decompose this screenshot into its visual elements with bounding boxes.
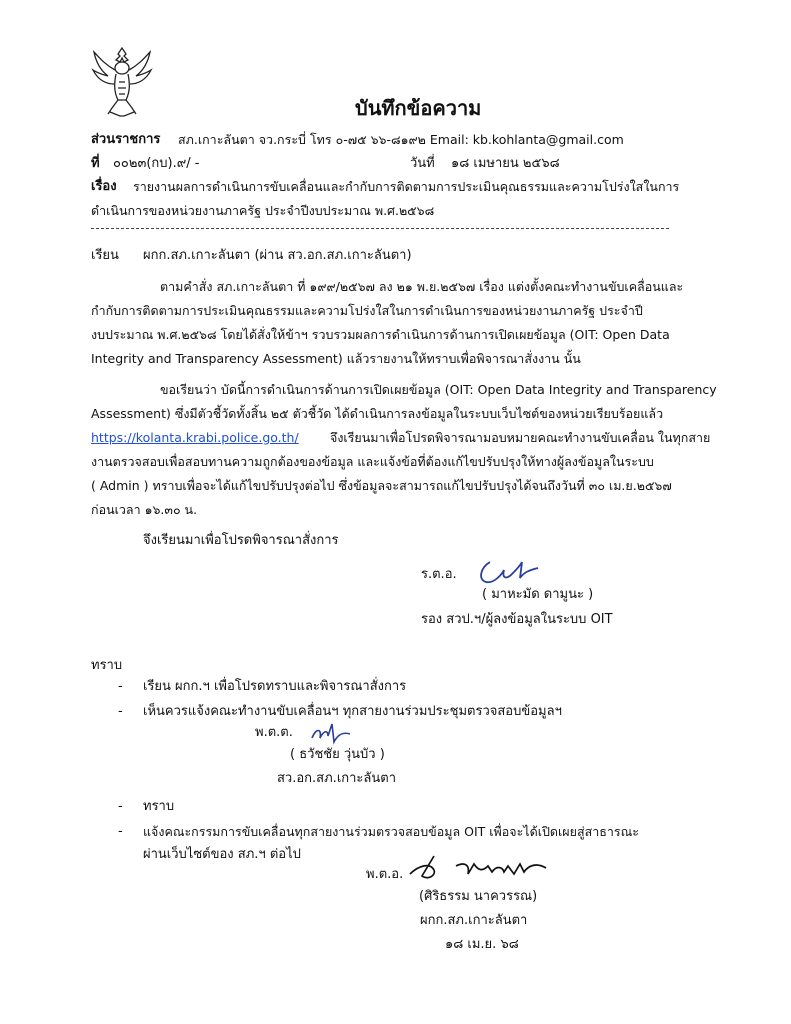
agency-value: สภ.เกาะลันตา จว.กระบี่ โทร ๐-๗๕ ๖๖-๘๑๙๒ Email: kb.kohlanta@gmail.com — [178, 132, 624, 147]
header-divider — [91, 228, 669, 229]
subject-label: เรื่อง — [91, 179, 117, 194]
endorse1-name: ( ธวัชชัย วุ่นบัว ) — [290, 747, 385, 762]
para2-line2: Assessment) ซึ่งมีตัวชี้วัดทั้งสิ้น ๒๕ ตัวชี้วัด ได้ดำเนินการลงข้อมูลในระบบเว็บไซต์ของหน่วยเรียบร้อยแล้ว — [91, 406, 664, 421]
endorse2-rank: พ.ต.อ. — [366, 867, 404, 882]
endorse2-name: (ศิริธรรม นาควรรณ) — [419, 889, 538, 904]
ref-value: ๐๐๒๓(กบ).๙/ - — [113, 156, 200, 171]
signer1-name: ( มาหะมัด ดามูนะ ) — [482, 587, 594, 602]
closing-text: จึงเรียนมาเพื่อโปรดพิจารณาสั่งการ — [143, 533, 339, 548]
para2-line3: จึงเรียนมาเพื่อโปรดพิจารณามอบหมายคณะทำงานขับเคลื่อน ในทุกสาย — [330, 430, 711, 445]
endorse1-item: เรียน ผกก.ฯ เพื่อโปรดทราบและพิจารณาสั่งการ — [143, 679, 407, 694]
bullet: - — [118, 799, 123, 814]
para2-line6: ก่อนเวลา ๑๖.๓๐ น. — [91, 502, 198, 517]
date-value: ๑๘ เมษายน ๒๕๖๘ — [451, 156, 560, 171]
to-value: ผกก.สภ.เกาะลันตา (ผ่าน สว.อก.สภ.เกาะลันตา) — [143, 248, 412, 263]
endorse2-item: ทราบ — [143, 799, 175, 814]
para1-line: งบประมาณ พ.ศ.๒๕๖๘ โดยได้สั่งให้ข้าฯ รวบรวมผลการดำเนินการด้านการเปิดเผยข้อมูล (OIT: Open Data — [91, 327, 670, 342]
to-label: เรียน — [91, 248, 119, 263]
website-link[interactable]: https://kolanta.krabi.police.go.th/ — [91, 430, 299, 445]
subject-line1: รายงานผลการดำเนินการขับเคลื่อนและกำกับการติดตามการประเมินคุณธรรมและความโปร่งใสในการ — [133, 179, 680, 194]
endorse1-rank: พ.ต.ต. — [255, 725, 293, 740]
bullet: - — [118, 704, 123, 719]
bullet: - — [118, 824, 123, 839]
signature-icon — [404, 852, 552, 886]
endorse1-item: เห็นควรแจ้งคณะทำงานขับเคลื่อนฯ ทุกสายงานร่วมประชุมตรวจสอบข้อมูลฯ — [143, 704, 562, 719]
endorse1-label: ทราบ — [91, 658, 123, 673]
subject-line2: ดำเนินการของหน่วยงานภาครัฐ ประจำปีงบประมาณ พ.ศ.๒๕๖๘ — [91, 203, 435, 218]
agency-label: ส่วนราชการ — [91, 132, 161, 147]
memo-title: บันทึกข้อความ — [355, 96, 482, 120]
signature-icon — [472, 556, 552, 590]
ref-label: ที่ — [91, 156, 100, 171]
signer1-rank: ร.ต.อ. — [421, 567, 457, 582]
para1-line: ตามคำสั่ง สภ.เกาะลันตา ที่ ๑๙๙/๒๕๖๗ ลง ๒๑ พ.ย.๒๕๖๗ เรื่อง แต่งตั้งคณะทำงานขับเคลื่อนและ — [160, 279, 684, 294]
endorse2-date: ๑๘ เม.ย. ๖๘ — [445, 937, 519, 952]
endorse1-position: สว.อก.สภ.เกาะลันตา — [277, 771, 397, 786]
date-label: วันที่ — [410, 156, 435, 171]
para1-line: Integrity and Transparency Assessment) แล้วรายงานให้ทราบเพื่อพิจารณาสั่งงาน นั้น — [91, 351, 581, 366]
endorse2-item: แจ้งคณะกรรมการขับเคลื่อนทุกสายงานร่วมตรวจสอบข้อมูล OIT เพื่อจะได้เปิดเผยสู่สาธารณะ — [143, 824, 639, 839]
endorse2-item-cont: ผ่านเว็บไซต์ของ สภ.ฯ ต่อไป — [143, 847, 301, 862]
endorse2-position: ผกก.สภ.เกาะลันตา — [420, 913, 528, 928]
para2-line4: งานตรวจสอบเพื่อสอบทานความถูกต้องของข้อมูล และแจ้งข้อที่ต้องแก้ไขปรับปรุงให้ทางผู้ลงข้อมูลในระบบ — [91, 454, 654, 469]
para1-line: กำกับการติดตามการประเมินคุณธรรมและความโปร่งใสในการดำเนินการของหน่วยงานภาครัฐ ประจำปี — [91, 303, 643, 318]
signer1-position: รอง สวป.ฯ/ผู้ลงข้อมูลในระบบ OIT — [421, 612, 613, 627]
para2-line1: ขอเรียนว่า บัดนี้การดำเนินการด้านการเปิดเผยข้อมูล (OIT: Open Data Integrity and Transparency — [160, 382, 717, 397]
bullet: - — [118, 679, 123, 694]
para2-line5: ( Admin ) ทราบเพื่อจะได้แก้ไขปรับปรุงต่อไป ซึ่งข้อมูลจะสามารถแก้ไขปรับปรุงได้จนถึงวันที่ ๓๐ เม.ย.๒๕๖๗ — [91, 478, 672, 493]
garuda-emblem-icon — [90, 42, 154, 118]
